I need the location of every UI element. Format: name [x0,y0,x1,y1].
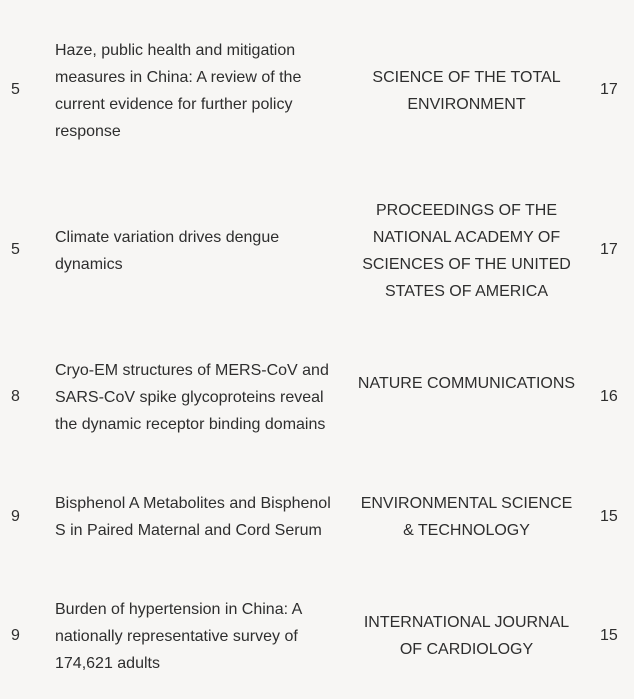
count-cell: 15 [600,627,618,644]
table-row [0,37,634,145]
table-row [0,490,634,544]
count-cell: 17 [600,241,618,258]
title-cell: Bisphenol A Metabolites and Bisphenol S in Paired Maternal and Cord Serum [55,495,331,539]
count-cell: 16 [600,388,618,405]
title-cell: Burden of hypertension in China: A nationally representative survey of 174,621 adults [55,601,302,672]
title-cell: Climate variation drives dengue dynamics [55,229,280,273]
journal-cell: PROCEEDINGS OF THE NATIONAL ACADEMY OF SCIENCES OF THE UNITED STATES OF AMERICA [362,202,571,300]
rank-cell: 5 [11,81,20,98]
journal-cell: SCIENCE OF THE TOTAL ENVIRONMENT [372,69,561,113]
rank-cell: 5 [11,241,20,258]
rank-cell: 9 [11,627,20,644]
journal-cell: INTERNATIONAL JOURNAL OF CARDIOLOGY [363,614,570,658]
count-cell: 17 [600,81,618,98]
table-row [0,197,634,305]
table-row [0,357,634,438]
table-row [0,596,634,677]
title-cell: Cryo-EM structures of MERS-CoV and SARS-CoV spike glycoproteins reveal the dynamic receptor binding domains [55,362,329,433]
journal-cell: NATURE COMMUNICATIONS [357,375,576,392]
rank-cell: 8 [11,388,20,405]
rank-cell: 9 [11,508,20,525]
count-cell: 15 [600,508,618,525]
journal-cell: ENVIRONMENTAL SCIENCE & TECHNOLOGY [360,495,573,539]
title-cell: Haze, public health and mitigation measures in China: A review of the current evidence for further policy response [55,42,302,140]
